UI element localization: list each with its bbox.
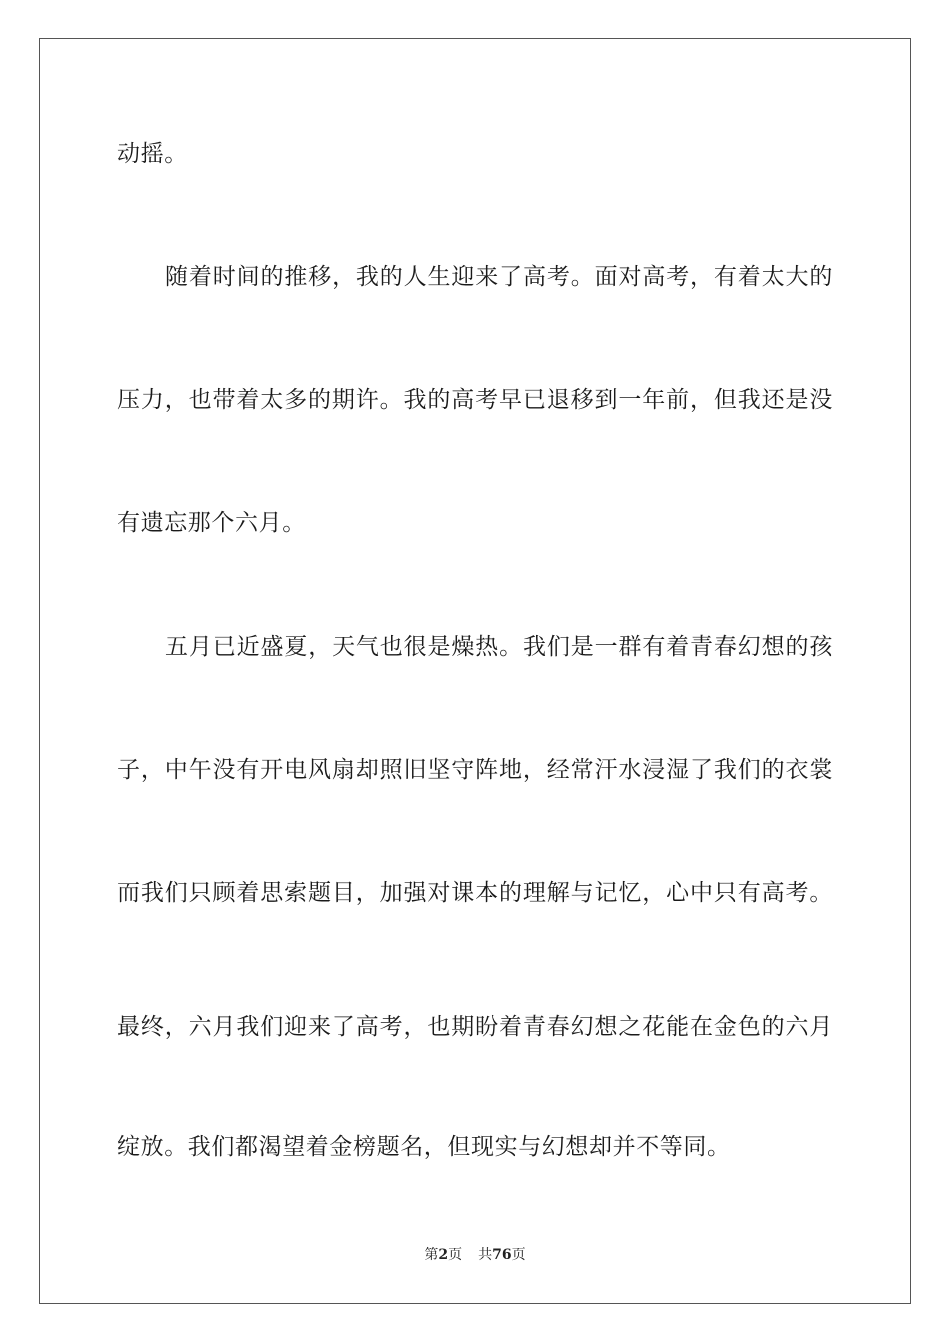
total-pages: 76 (492, 1247, 512, 1263)
text-line-9: 绽放。我们都渴望着金榜题名，但现实与幻想却并不等同。 (117, 1134, 731, 1160)
page-suffix: 页 (448, 1247, 463, 1263)
text-line-5: 五月已近盛夏，天气也很是燥热。我们是一群有着青春幻想的孩 (165, 634, 833, 660)
text-line-1: 动摇。 (117, 141, 188, 167)
text-line-4: 有遗忘那个六月。 (117, 510, 306, 536)
text-line-2: 随着时间的推移，我的人生迎来了高考。面对高考，有着太大的 (165, 264, 833, 290)
text-line-3: 压力，也带着太多的期许。我的高考早已退移到一年前，但我还是没 (117, 387, 833, 413)
total-suffix: 页 (511, 1247, 526, 1263)
text-line-8: 最终，六月我们迎来了高考，也期盼着青春幻想之花能在金色的六月 (117, 1014, 833, 1040)
page-prefix: 第 (424, 1247, 439, 1263)
page-footer (0, 1246, 950, 1264)
text-line-6: 子，中午没有开电风扇却照旧坚守阵地，经常汗水浸湿了我们的衣裳 (117, 757, 833, 783)
text-line-7: 而我们只顾着思索题目，加强对课本的理解与记忆，心中只有高考。 (117, 880, 833, 906)
page-number: 2 (438, 1247, 449, 1263)
page-border (39, 38, 911, 1304)
total-prefix: 共 (478, 1247, 493, 1263)
